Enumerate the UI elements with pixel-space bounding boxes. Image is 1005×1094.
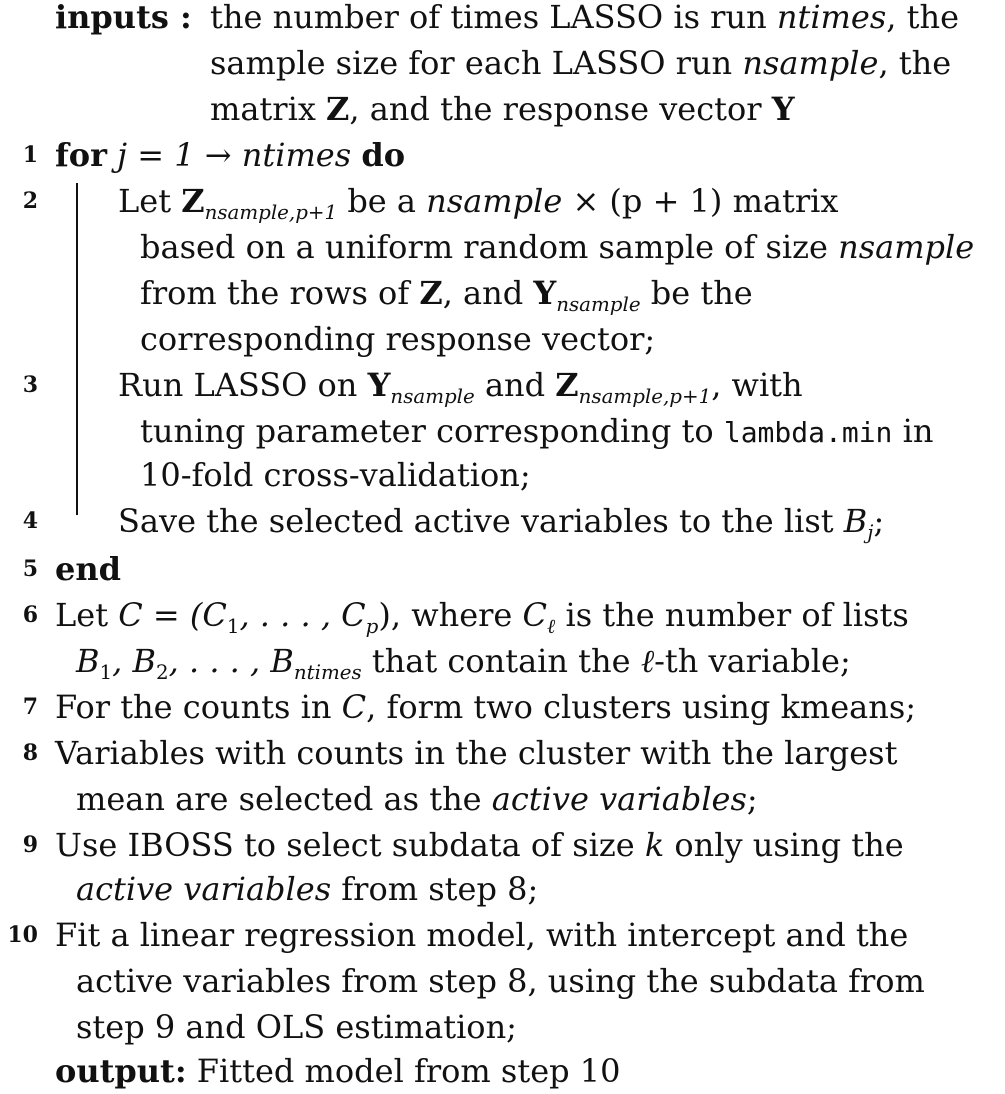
inputs-label: inputs :: [55, 0, 192, 36]
output-line: output: Fitted model from step 10: [55, 1052, 621, 1090]
step2-line-4: corresponding response vector;: [140, 320, 656, 358]
line-number: 6: [22, 602, 38, 628]
step6-line-2: $B_1$, $B_2$, . . . , $B_{ntimes}$ that contain the ℓ-th variable;: [76, 642, 851, 684]
step9-line-2: active variables from step 8;: [76, 870, 539, 908]
inputs-line-1: the number of times LASSO is run ntimes, the: [210, 0, 959, 36]
for-line: for j = 1 → ntimes do: [55, 136, 406, 174]
step2-line-1: Let $Z_{nsample,p+1}$ be a nsample × (p + 1) matrix: [118, 182, 839, 224]
step6-line-1: Let $C = (C_1$, . . . , $C_p$), where $C_\ell$ is the number of lists: [55, 596, 909, 638]
step8-line-1: Variables with counts in the cluster with the largest: [55, 734, 898, 772]
step2-line-2: based on a uniform random sample of size nsample: [140, 228, 975, 266]
step4-line: Save the selected active variables to the list $B_j$;: [118, 502, 885, 544]
step3-line-3: 10-fold cross-validation;: [140, 456, 531, 494]
line-number: 2: [22, 188, 38, 214]
line-number: 4: [22, 508, 38, 534]
step10-line-1: Fit a linear regression model, with intercept and the: [55, 916, 909, 954]
step7-line: For the counts in C, form two clusters using kmeans;: [55, 688, 917, 726]
step9-line-1: Use IBOSS to select subdata of size k only using the: [55, 826, 904, 864]
line-number: 3: [22, 372, 38, 398]
loop-body-bar: [76, 183, 78, 515]
line-number: 5: [22, 556, 38, 582]
inputs-line-3: matrix Z, and the response vector Y: [210, 90, 795, 128]
line-number: 1: [22, 142, 38, 168]
step10-line-2: active variables from step 8, using the subdata from: [76, 962, 925, 1000]
step2-line-3: from the rows of Z, and $Y_{nsample}$ be the: [140, 274, 753, 316]
end-line: end: [55, 550, 121, 588]
step3-line-2: tuning parameter corresponding to lambda.min in: [140, 412, 934, 450]
line-number: 9: [22, 832, 38, 858]
inputs-line-2: sample size for each LASSO run nsample, the: [210, 44, 952, 82]
line-number: 8: [22, 740, 38, 766]
line-number: 7: [22, 694, 38, 720]
line-number: 10: [7, 922, 38, 948]
step8-line-2: mean are selected as the active variables;: [76, 780, 758, 818]
step10-line-3: step 9 and OLS estimation;: [76, 1008, 517, 1046]
step3-line-1: Run LASSO on $Y_{nsample}$ and $Z_{nsample,p+1}$, with: [118, 366, 803, 408]
